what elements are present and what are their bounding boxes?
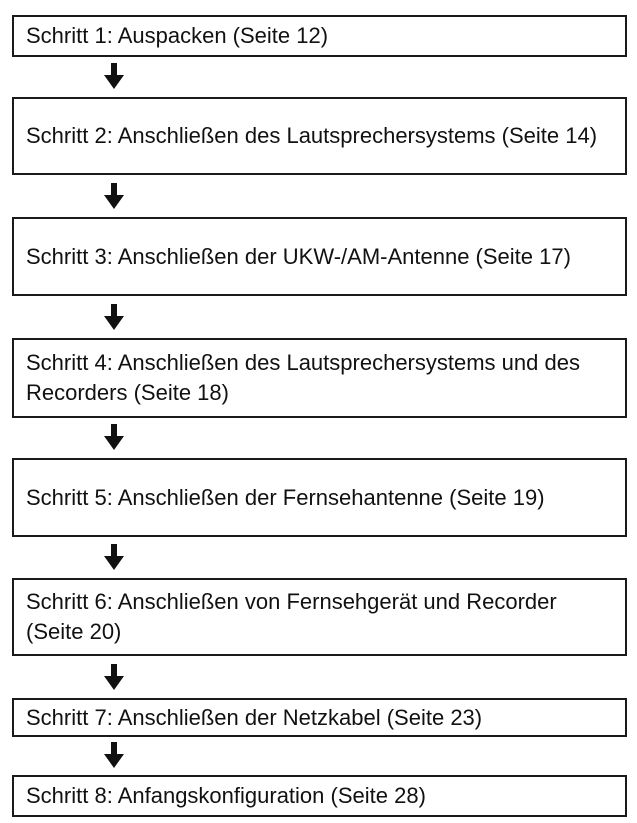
step-4-label: Schritt 4: Anschließen des Lautsprechersystems und des Recorders (Seite 18) [26, 350, 580, 405]
down-arrow-icon [104, 424, 124, 450]
step-6-box [12, 578, 627, 656]
step-5-label: Schritt 5: Anschließen der Fernsehantenne (Seite 19) [26, 484, 545, 510]
step-7-label: Schritt 7: Anschließen der Netzkabel (Seite 23) [26, 704, 483, 730]
step-5-box [12, 458, 627, 537]
step-2-label: Schritt 2: Anschließen des Lautsprechersystems (Seite 14) [26, 123, 598, 148]
down-arrow-icon [104, 664, 124, 690]
step-8-box [12, 775, 627, 817]
down-arrow-icon [104, 742, 124, 768]
step-3-label: Schritt 3: Anschließen der UKW-/AM-Antenne (Seite 17) [26, 243, 571, 269]
down-arrow-icon [104, 183, 124, 209]
step-8-label: Schritt 8: Anfangskonfiguration (Seite 28) [26, 783, 426, 808]
down-arrow-icon [104, 63, 124, 89]
step-1-box [12, 15, 627, 57]
step-1-label: Schritt 1: Auspacken (Seite 12) [26, 23, 329, 48]
step-6-label: Schritt 6: Anschließen von Fernsehgerät und Recorder (Seite 20) [26, 589, 557, 644]
down-arrow-icon [104, 304, 124, 330]
step-2-box [12, 97, 627, 175]
down-arrow-icon [104, 544, 124, 570]
step-7-box [12, 698, 627, 737]
step-3-box [12, 217, 627, 296]
step-4-box [12, 338, 627, 418]
